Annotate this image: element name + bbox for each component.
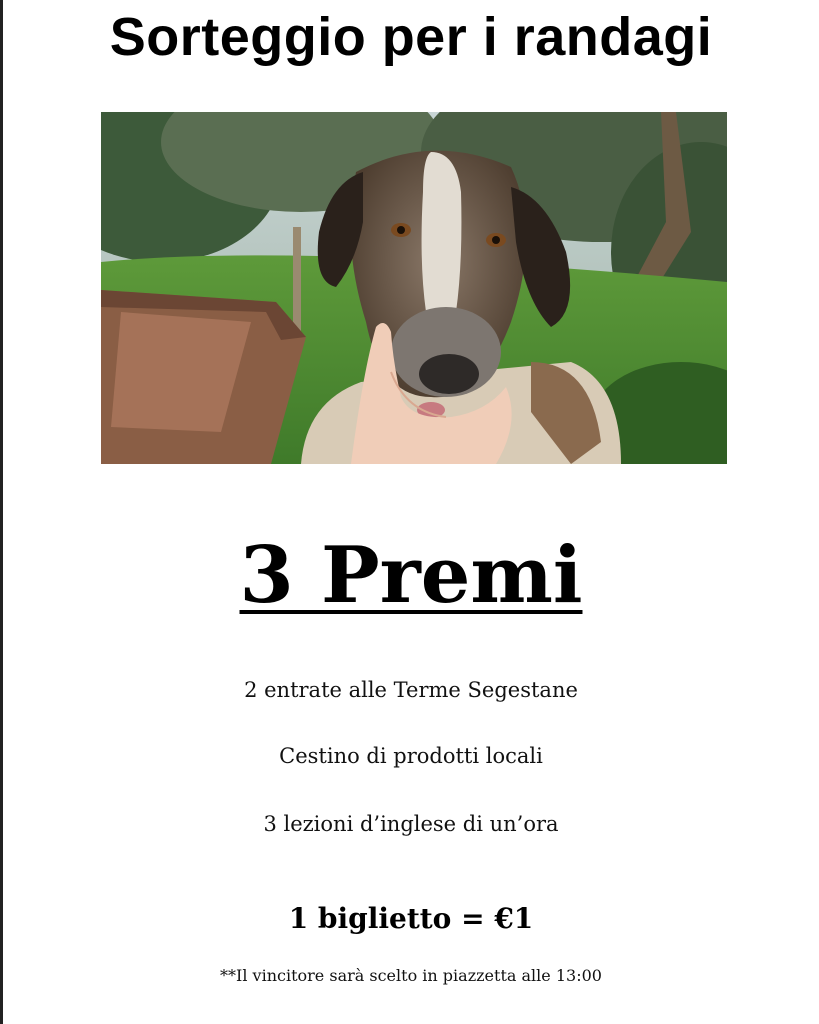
prizes-heading <box>3 530 819 621</box>
ticket-price: 1 biglietto = €1 <box>288 902 534 935</box>
dog-photo <box>101 112 727 464</box>
winner-note: **Il vincitore sarà scelto in piazzetta alle 13:00 <box>220 966 602 985</box>
prize-item: Cestino di prodotti locali <box>279 744 543 768</box>
poster-title: Sorteggio per i randagi <box>109 7 713 67</box>
prize-item: 2 entrate alle Terme Segestane <box>244 678 578 702</box>
prize-item: 3 lezioni d’inglese di un’ora <box>263 812 559 836</box>
prizes-heading-text: 3 Premi <box>239 530 583 621</box>
